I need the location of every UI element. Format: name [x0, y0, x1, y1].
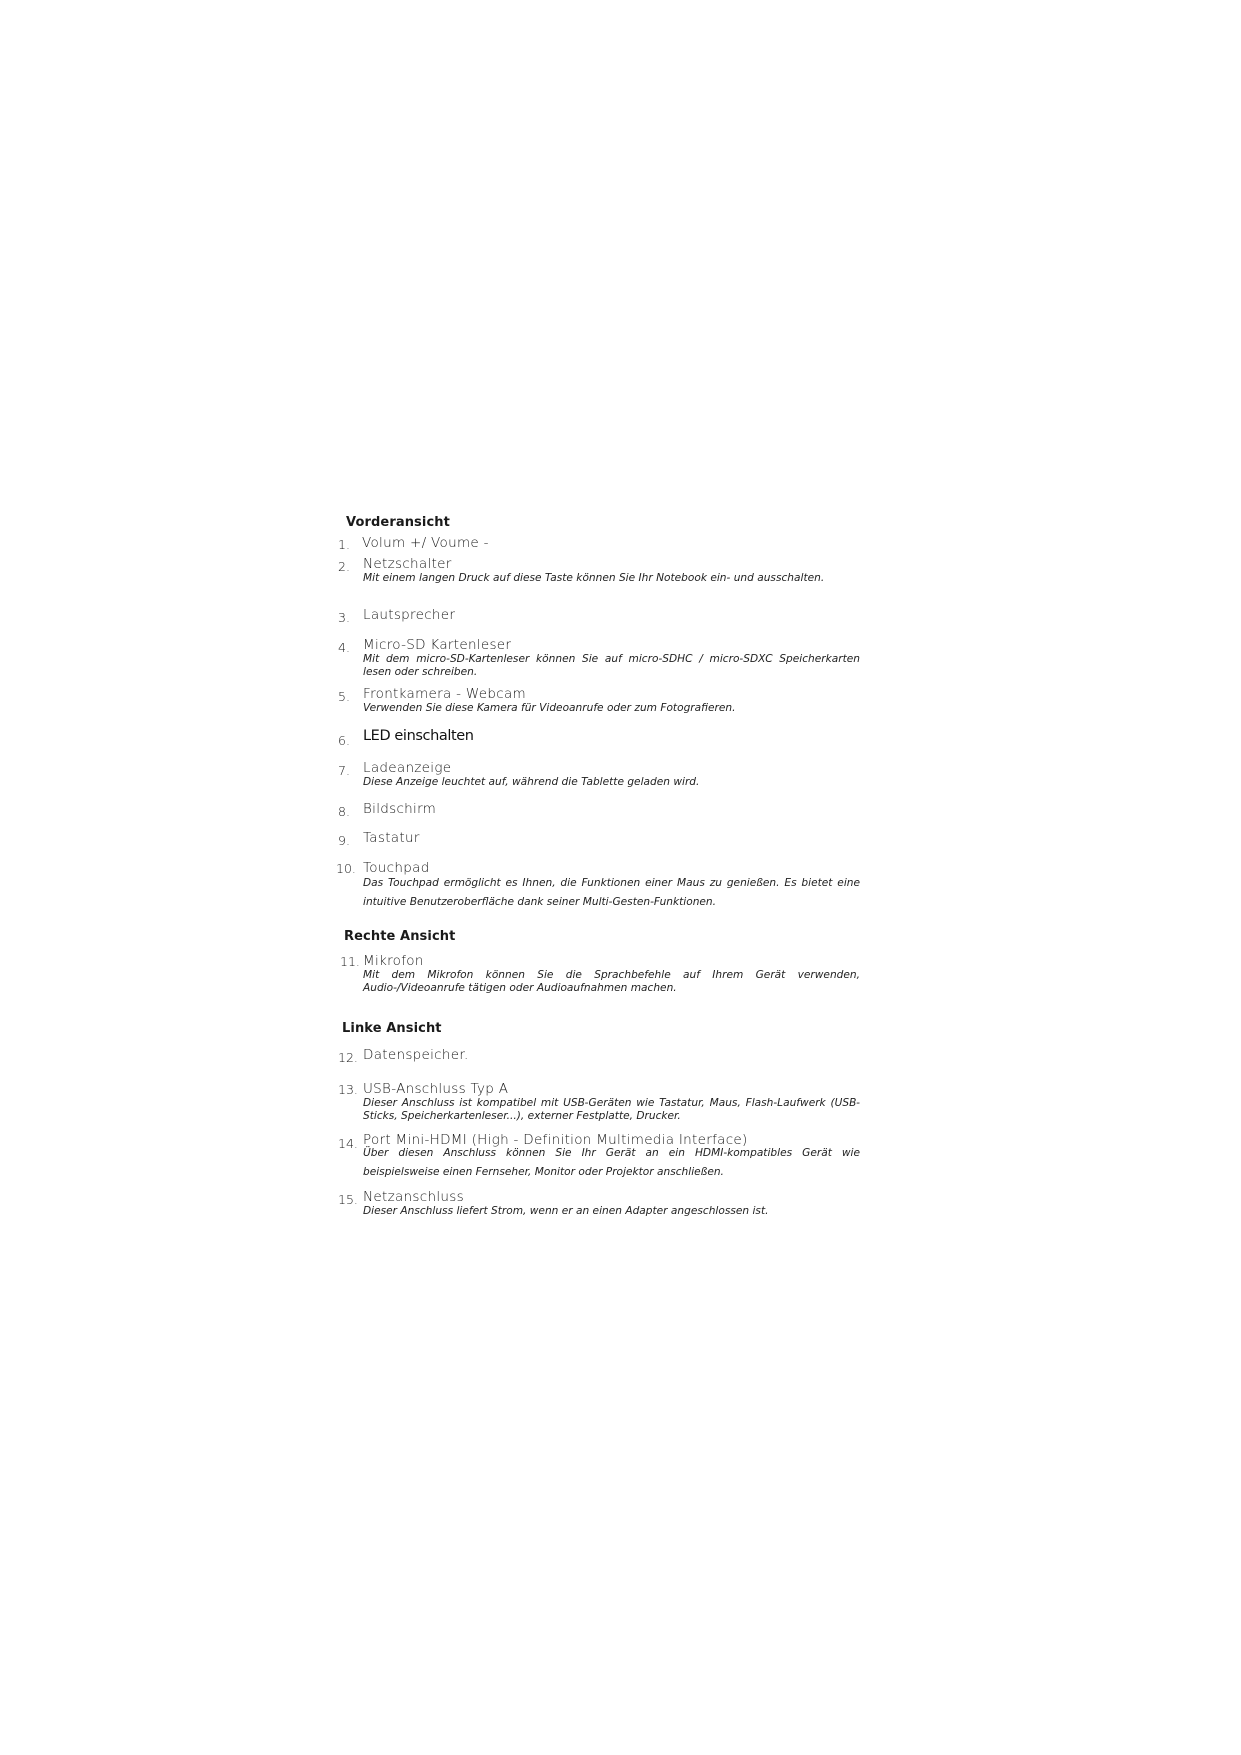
list-item	[338, 760, 860, 794]
item-title: Netzschalter	[363, 556, 452, 572]
item-title: Ladeanzeige	[363, 760, 452, 776]
item-title: USB-Anschluss Typ A	[363, 1081, 509, 1097]
section-heading-left: Linke Ansicht	[342, 1021, 442, 1036]
list-item	[338, 1132, 860, 1186]
item-title: Lautsprecher	[363, 607, 456, 623]
list-item	[338, 1189, 860, 1223]
list-item	[336, 860, 858, 914]
item-number: 3.	[338, 610, 350, 625]
list-item	[338, 1047, 860, 1067]
item-title: Frontkamera - Webcam	[363, 686, 527, 702]
item-number: 8.	[338, 804, 350, 819]
list-item	[338, 556, 860, 602]
list-item	[340, 953, 862, 999]
list-item	[338, 801, 860, 821]
item-description: Über diesen Anschluss können Sie Ihr Gerät an ein HDMI-kompatibles Gerät wie beispielsweise einen Fernseher, Monitor oder Projektor anschließen.	[363, 1147, 860, 1178]
item-number: 6.	[338, 733, 350, 748]
item-title: LED einschalten	[363, 728, 474, 744]
item-number: 9.	[338, 833, 350, 848]
item-number: 13.	[338, 1082, 358, 1097]
list-item	[338, 1081, 860, 1127]
section-heading-right: Rechte Ansicht	[344, 929, 456, 944]
item-number: 4.	[338, 640, 350, 655]
item-title: Netzanschluss	[363, 1189, 464, 1205]
item-title: Touchpad	[363, 860, 430, 876]
item-description: Dieser Anschluss liefert Strom, wenn er an einen Adapter angeschlossen ist.	[363, 1205, 769, 1217]
item-title: Volum +/ Voume -	[362, 535, 489, 551]
item-title: Bildschirm	[363, 801, 437, 817]
list-item	[338, 535, 860, 555]
section-heading-front: Vorderansicht	[346, 515, 450, 530]
list-item	[338, 830, 860, 850]
item-number: 11.	[340, 954, 360, 969]
list-item	[338, 686, 860, 720]
item-description: Diese Anzeige leuchtet auf, während die Tablette geladen wird.	[363, 776, 700, 788]
item-title: Tastatur	[363, 830, 420, 846]
item-title: Datenspeicher.	[363, 1047, 469, 1063]
list-item	[338, 637, 860, 683]
item-number: 2.	[338, 559, 350, 574]
item-description: Dieser Anschluss ist kompatibel mit USB-Geräten wie Tastatur, Maus, Flash-Laufwerk (USB-Sticks, Speicherkartenleser...), externer Festplatte, Drucker.	[363, 1097, 860, 1122]
item-title: Micro-SD Kartenleser	[363, 637, 512, 653]
item-number: 10.	[336, 861, 356, 876]
item-description: Das Touchpad ermöglicht es Ihnen, die Funktionen einer Maus zu genießen. Es bietet eine intuitive Benutzeroberfläche dank seiner Multi-Gesten-Funktionen.	[363, 877, 860, 908]
item-number: 5.	[338, 689, 350, 704]
list-item	[338, 607, 860, 627]
item-description: Verwenden Sie diese Kamera für Videoanrufe oder zum Fotografieren.	[363, 702, 736, 714]
item-title: Mikrofon	[363, 953, 424, 969]
item-number: 14.	[338, 1136, 358, 1151]
item-number: 15.	[338, 1192, 358, 1207]
item-number: 1.	[338, 537, 350, 552]
list-item	[338, 728, 860, 750]
item-description: Mit einem langen Druck auf diese Taste können Sie Ihr Notebook ein- und ausschalten.	[363, 572, 825, 584]
item-title: Port Mini-HDMI (High - Definition Multimedia Interface)	[363, 1132, 748, 1148]
item-description: Mit dem micro-SD-Kartenleser können Sie auf micro-SDHC / micro-SDXC Speicherkarten lesen oder schreiben.	[363, 653, 860, 678]
item-number: 7.	[338, 763, 350, 778]
item-number: 12.	[338, 1050, 358, 1065]
item-description: Mit dem Mikrofon können Sie die Sprachbefehle auf Ihrem Gerät verwenden, Audio-/Videoanrufe tätigen oder Audioaufnahmen machen.	[363, 969, 860, 994]
